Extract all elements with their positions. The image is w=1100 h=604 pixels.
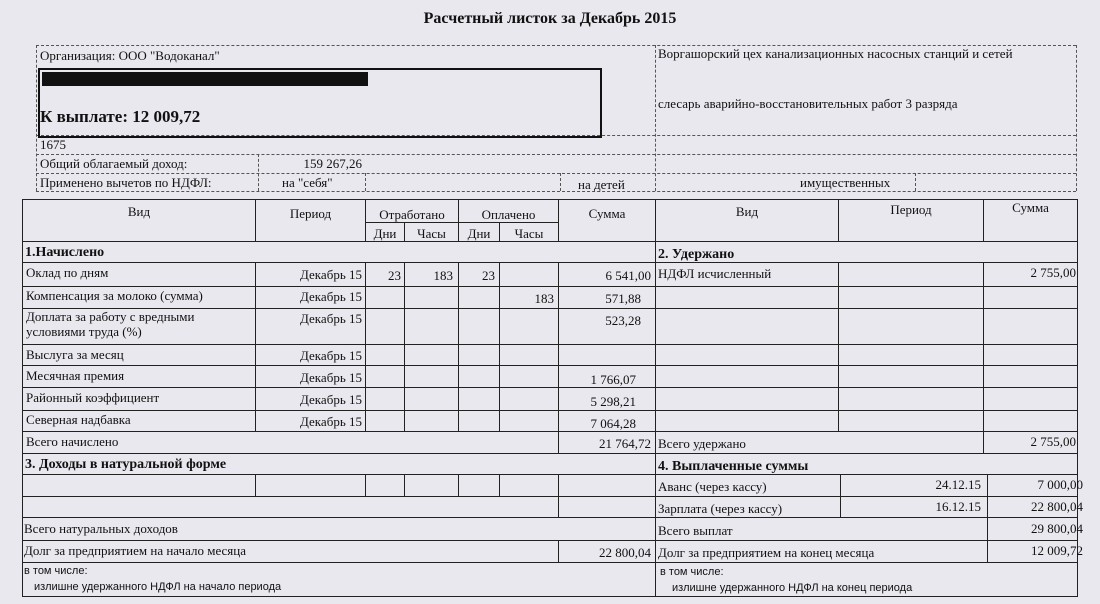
- natural-total-label: Всего натуральных доходов: [24, 521, 178, 536]
- accrued-row-sum: 1 766,07: [590, 372, 636, 387]
- accrued-total-label: Всего начислено: [26, 434, 119, 449]
- col-vid-left: Вид: [127, 204, 151, 219]
- taxable-income-value: 159 267,26: [303, 156, 362, 171]
- withheld-total-value: 2 755,00: [1030, 434, 1076, 449]
- col-worked-days: Дни: [373, 226, 397, 241]
- debt-start-value: 22 800,04: [599, 545, 651, 560]
- col-worked-hours: Часы: [417, 226, 446, 241]
- col-sum-right: Сумма: [1012, 200, 1049, 215]
- page-title: Расчетный листок за Декабрь 2015: [423, 10, 677, 27]
- payment-row-date: 24.12.15: [935, 477, 981, 492]
- col-worked: Отработано: [379, 207, 445, 222]
- payment-row-name: Зарплата (через кассу): [658, 501, 783, 516]
- accrued-row-sum: 7 064,28: [590, 416, 636, 431]
- payments-total-value: 29 800,04: [1031, 521, 1083, 536]
- accrued-row-period: Декабрь 15: [300, 392, 362, 407]
- including-right: в том числе:: [660, 566, 724, 578]
- position: слесарь аварийно-восстановительных работ 3 разряда: [658, 96, 958, 111]
- department: Воргашорский цех канализационных насосных станций и сетей: [658, 46, 1013, 61]
- col-vid-right: Вид: [735, 204, 759, 219]
- payment-row-sum: 22 800,04: [1031, 499, 1083, 514]
- accrued-row-worked-days: 23: [388, 268, 401, 283]
- section-payments-title: 4. Выплаченные суммы: [658, 459, 809, 474]
- accrued-row-period: Декабрь 15: [300, 370, 362, 385]
- deduction-self: на "себя": [282, 175, 333, 190]
- debt-start-label: Долг за предприятием на начало месяца: [24, 543, 247, 558]
- deductions-label: Применено вычетов по НДФЛ:: [40, 175, 212, 190]
- accrued-row-sum: 523,28: [605, 313, 641, 328]
- accrued-row-period: Декабрь 15: [300, 414, 362, 429]
- accrued-row-period: Декабрь 15: [300, 289, 362, 304]
- accrued-row-period: Декабрь 15: [300, 267, 362, 282]
- col-paid-hours: Часы: [514, 226, 544, 241]
- col-sum-left: Сумма: [588, 206, 626, 221]
- to-pay: К выплате: 12 009,72: [40, 107, 201, 126]
- accrued-total-value: 21 764,72: [599, 436, 651, 451]
- section-natural-title: 3. Доходы в натуральной форме: [25, 457, 227, 472]
- accrued-row-name: Месячная премия: [26, 368, 125, 383]
- accrued-row-period: Декабрь 15: [300, 348, 362, 363]
- col-paid: Оплачено: [481, 207, 536, 222]
- payment-row-sum: 7 000,00: [1037, 477, 1083, 492]
- deduction-children: на детей: [578, 177, 625, 192]
- accrued-row-name: Выслуга за месяц: [26, 347, 124, 362]
- col-paid-days: Дни: [467, 226, 491, 241]
- excess-start: излишне удержанного НДФЛ на начало периода: [34, 581, 282, 593]
- accrued-row-name: Оклад по дням: [26, 265, 109, 280]
- col-period-left: Период: [289, 206, 332, 221]
- accrued-row-paid-days: 23: [482, 268, 495, 283]
- accrued-row-name: Районный коэффициент: [26, 390, 160, 405]
- accrued-row-sum: 571,88: [605, 291, 641, 306]
- accrued-row-period: Декабрь 15: [300, 311, 362, 326]
- withheld-total-label: Всего удержано: [658, 436, 746, 451]
- accrued-row-name: Компенсация за молоко (сумма): [26, 288, 203, 303]
- taxable-income-label: Общий облагаемый доход:: [40, 156, 188, 171]
- payment-row-name: Аванс (через кассу): [658, 479, 767, 494]
- withheld-row-name: НДФЛ исчисленный: [658, 266, 772, 281]
- accrued-row-name: Северная надбавка: [26, 412, 131, 427]
- including-left: в том числе:: [24, 565, 88, 577]
- accrued-row-name: Доплата за работу с вредными условиями труда (%): [26, 309, 195, 339]
- debt-end-label: Долг за предприятием на конец месяца: [658, 545, 875, 560]
- organization: Организация: ООО "Водоканал": [40, 48, 220, 63]
- col-period-right: Период: [890, 202, 932, 217]
- accrued-row-sum: 6 541,00: [605, 268, 651, 283]
- payments-total-label: Всего выплат: [658, 523, 733, 538]
- accrued-row-sum: 5 298,21: [590, 394, 636, 409]
- debt-end-value: 12 009,72: [1031, 543, 1083, 558]
- withheld-row-sum: 2 755,00: [1030, 265, 1076, 280]
- payment-row-date: 16.12.15: [935, 499, 981, 514]
- deduction-property: имущественных: [800, 175, 891, 190]
- accrued-row-paid-hours: 183: [534, 291, 554, 306]
- excess-end: излишне удержанного НДФЛ на конец периода: [672, 582, 913, 594]
- section-accrued-title: 1.Начислено: [25, 245, 105, 260]
- tab-number: 1675: [40, 137, 66, 152]
- section-withheld-title: 2. Удержано: [658, 247, 735, 262]
- accrued-row-worked-hours: 183: [433, 268, 453, 283]
